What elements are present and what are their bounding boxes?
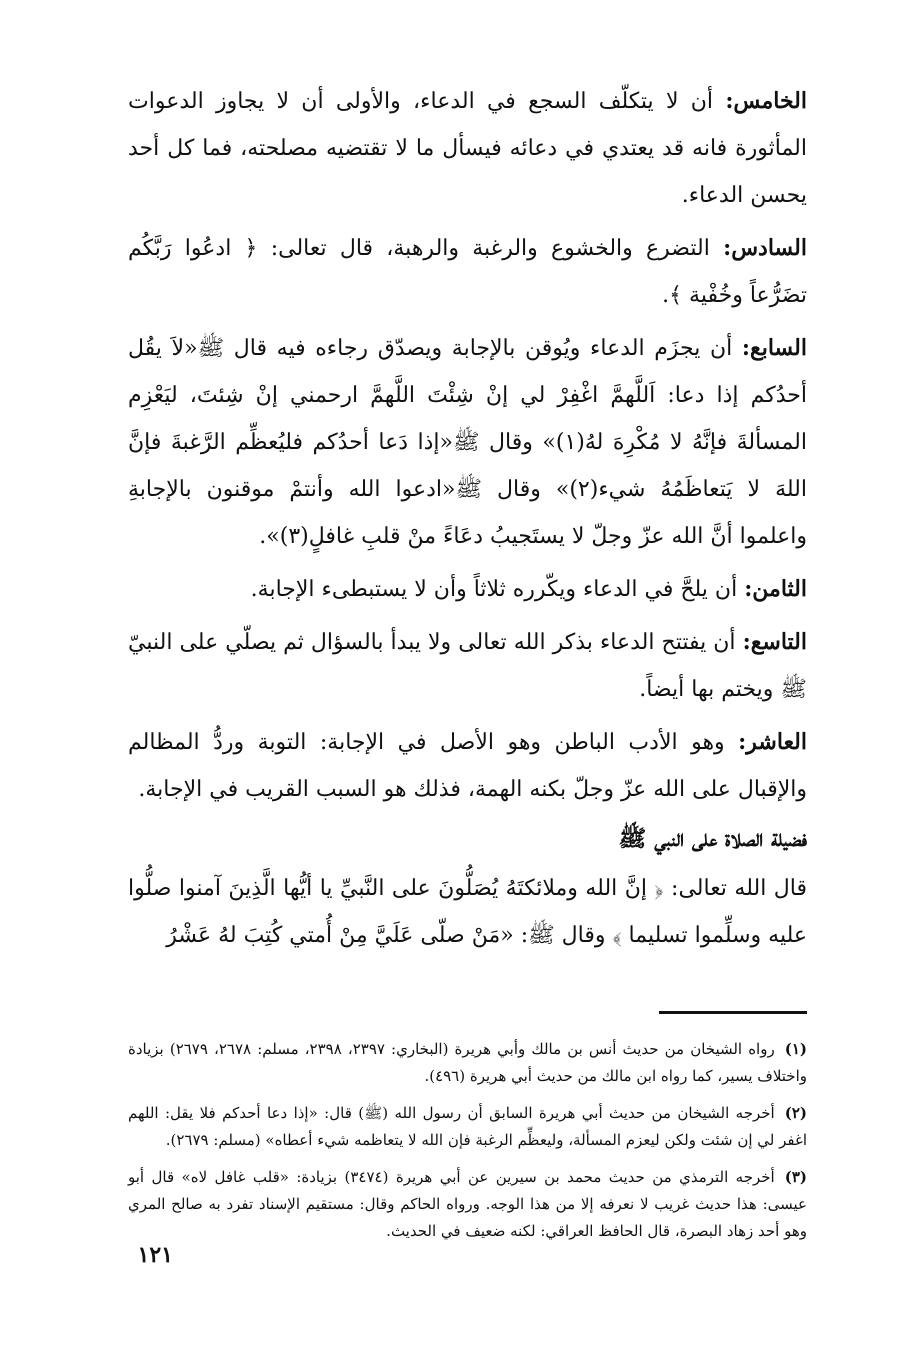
paragraph-body: أن يلحَّ في الدعاء ويكّرره ثلاثاً وأن لا يستبطىء الإجابة.	[250, 577, 745, 602]
footnote-text: أخرجه الترمذي من حديث محمد بن سيرين عن أبي هريرة (٣٤٧٤) بزيادة: «قلب غافل لاه» قال أبو عيسى: هذا حديث غريب لا نعرفه إلا من هذا الوجه. ورواه الحاكم وقال: مستقيم الإسناد تفرد به صالح المري وهو أحد زهاد البصرة، قال الحافظ العراقي: لكنه ضعيف في الحديث.	[128, 1168, 807, 1240]
footnote-text: رواه الشيخان من حديث أنس بن مالك وأبي هريرة (البخاري: ٢٣٩٧، ٢٣٩٨، مسلم: ٢٦٧٨، ٢٦٧٩) بزيادة واختلاف يسير، كما رواه ابن مالك من حديث أبي هريرة (٤٩٦).	[128, 1040, 807, 1085]
footnotes	[128, 1036, 807, 1245]
section-heading: فضيلة الصلاة على النبي ﷺ	[618, 825, 807, 852]
paragraph-ninth	[128, 619, 807, 713]
main-text	[128, 78, 807, 959]
paragraph-body: وهو الأدب الباطن وهو الأصل في الإجابة: التوبة وردُّ المظالم والإقبال على الله عزّ وجلّ بكنه الهمة، فذلك هو السبب القريب في الإجابة.	[128, 730, 807, 802]
footnote-number: (٣)	[784, 1168, 807, 1186]
paragraph-body: أن لا يتكلّف السجع في الدعاء، والأولى أن لا يجاوز الدعوات المأثورة فانه قد يعتدي في دعائه فيسأل ما لا تقتضيه مصلحته، فما كل أحد يحسن الدعاء.	[128, 89, 807, 208]
footnote-number: (١)	[784, 1040, 807, 1058]
footnote-text: أخرجه الشيخان من حديث أبي هريرة السابق أن رسول الله (ﷺ) قال: «إذا دعا أحدكم فلا يقل: اللهم اغفر لي إن شئت ولكن ليعزم المسألة، وليعظِّم الرغبة فإن الله لا يتعاظمه شيء أعطاه» (مسلم: ٢٦٧٩).	[128, 1104, 807, 1149]
paragraph-eighth	[128, 566, 807, 613]
paragraph-lead: التاسع:	[742, 629, 807, 655]
page-number: ١٢١	[137, 1242, 173, 1268]
paragraph-lead: الخامس:	[725, 88, 807, 114]
paragraph-body: التضرع والخشوع والرغبة والرهبة، قال تعالى: ﴿ ادعُوا رَبَّكُم تضَرُّعاً وخُفْية ﴾.	[128, 236, 807, 308]
paragraph-body: أن يجزَم الدعاء ويُوقن بالإجابة ويصدّق رجاءه فيه قال ﷺ«لاَ يقُل أحدُكم إذا دعا: اَللَّهمَّ اغْفِرْ لي إنْ شِئْتَ اللَّهمَّ ارحمني إنْ شِئتَ، ليَعْزِم المسألةَ فإنَّهُ لا مُكْرِهَ لهُ(١)» وقال ﷺ«إذا دَعا أحدُكم فليُعظِّم الرَّغبةَ فإنَّ اللهَ لا يَتعاظَمُهُ شيء(٢)» وقال ﷺ«ادعوا الله وأنتمْ موقنون بالإجابةِ واعلموا أنَّ الله عزّ وجلّ لا يستَجيبُ دعَاءً منْ قلبِ غافلٍ(٣)».	[128, 336, 807, 549]
footnote-2	[128, 1100, 807, 1154]
paragraph-sixth	[128, 225, 807, 319]
footnote-1	[128, 1036, 807, 1090]
section-paragraph: قال الله تعالى: ﴿ إنَّ الله وملائكتَهُ يُصَلُّونَ على النَّبيِّ يا أيُّها الَّذِينَ آمنوا صلُّوا عليه وسلِّموا تسليما ﴾ وقال ﷺ: «مَنْ صلّى عَلَيَّ مِنْ أُمتي كُتِبَ لهُ عَشْرُ	[128, 876, 807, 948]
footnote-divider	[659, 1011, 807, 1014]
paragraph-tenth	[128, 719, 807, 813]
paragraph-lead: السابع:	[741, 335, 807, 361]
paragraph-lead: الثامن:	[744, 576, 807, 602]
paragraph-lead: العاشر:	[738, 729, 807, 755]
footnote-number: (٢)	[784, 1104, 807, 1122]
footnote-3	[128, 1164, 807, 1245]
paragraph-fifth	[128, 78, 807, 219]
paragraph-seventh	[128, 325, 807, 560]
paragraph-body: أن يفتتح الدعاء بذكر الله تعالى ولا يبدأ بالسؤال ثم يصلّي على النبيّ ﷺ ويختم بها أيضاً.	[128, 630, 807, 702]
paragraph-lead: السادس:	[723, 235, 807, 261]
